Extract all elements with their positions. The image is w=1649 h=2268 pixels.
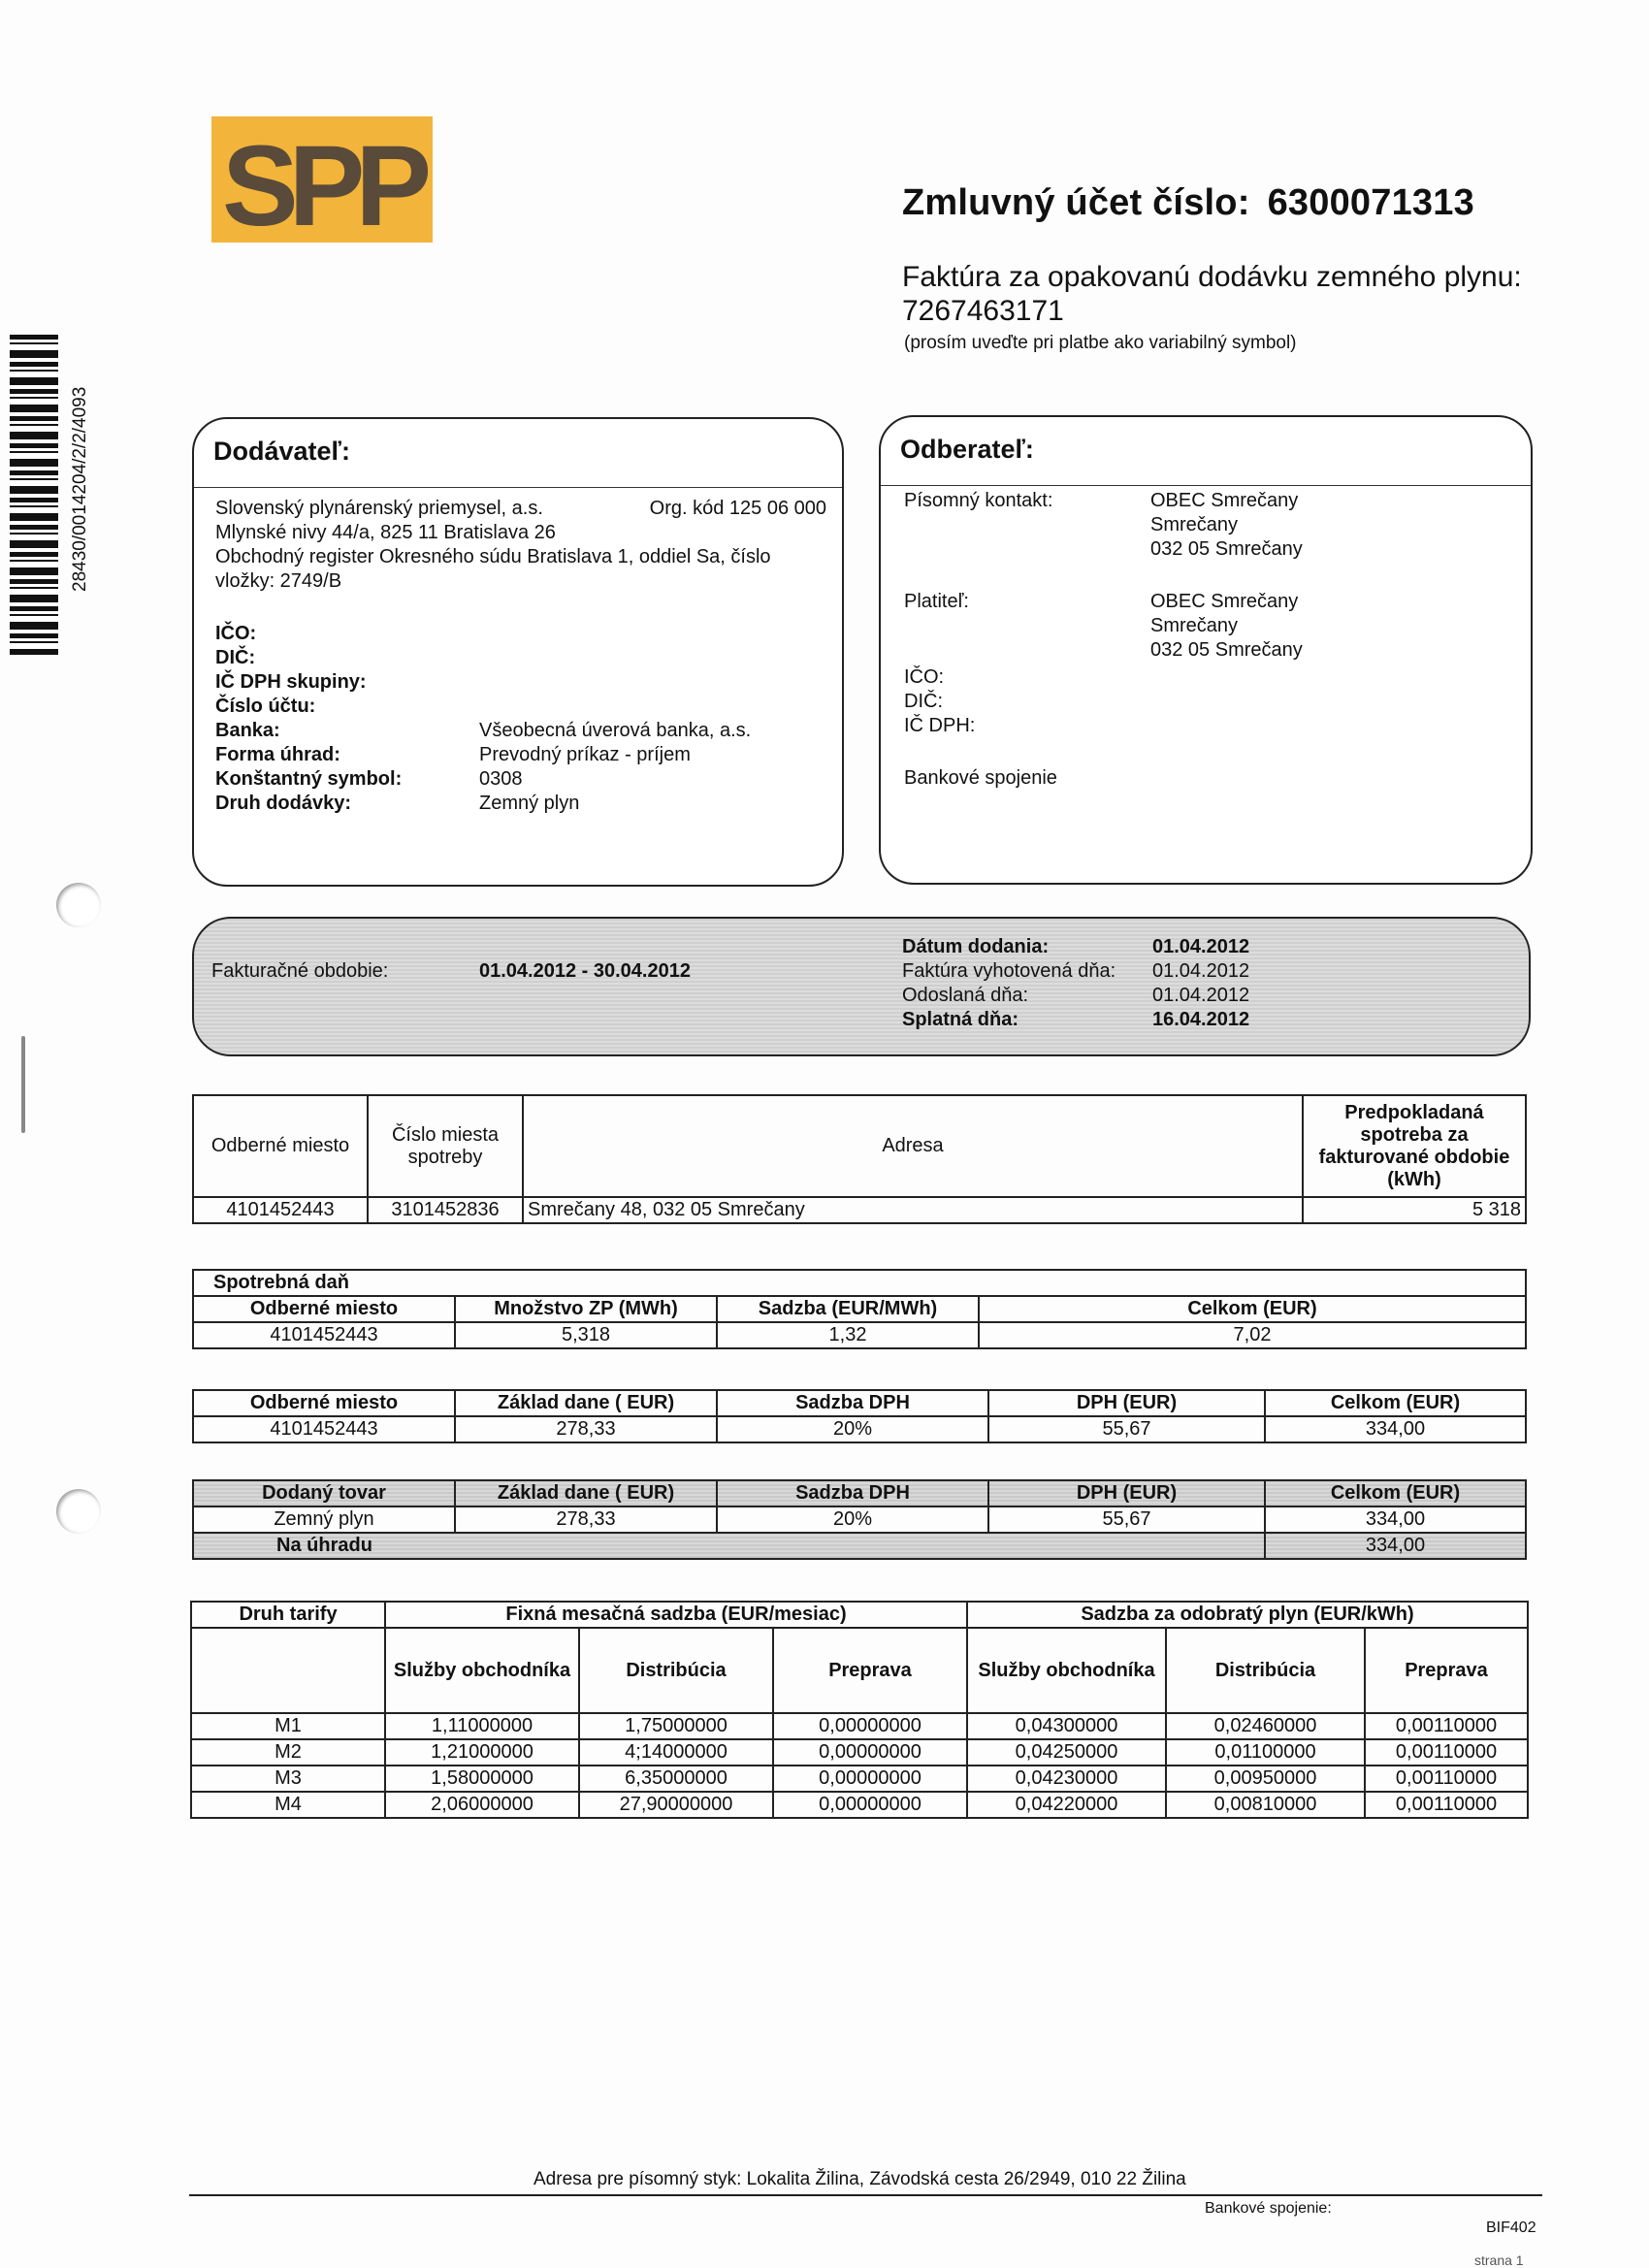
billing-period-bar [192,917,1531,1056]
supplier-fields [215,623,751,817]
cell: 55,67 [988,1416,1265,1442]
supplier-title: Dodávateľ: [194,419,842,488]
supplier-field [215,793,751,817]
tariff-row [191,1713,1528,1739]
col-header: Sadzba DPH [717,1390,988,1416]
cell: 1,75000000 [579,1713,773,1739]
cell: 334,00 [1265,1416,1526,1442]
goods-table [192,1479,1527,1560]
cell: 5 318 [1303,1197,1526,1223]
group-header: Fixná mesačná sadzba (EUR/mesiac) [385,1602,967,1628]
col-header: DPH (EUR) [988,1480,1265,1507]
form-code: BIF402 [1486,2219,1536,2236]
account-heading [902,182,1474,224]
col-header: DPH (EUR) [988,1390,1265,1416]
tariff-row [191,1766,1528,1792]
account-label: Zmluvný účet číslo: [902,182,1250,223]
table-row [193,1507,1526,1533]
supplier-field [215,623,751,647]
supplier-field [215,696,751,720]
customer-box [879,415,1533,885]
date-label: Splatná dňa: [902,1009,1019,1030]
col-header: Celkom (EUR) [1265,1390,1526,1416]
field-label: Druh dodávky: [215,793,352,814]
consumption-table [192,1094,1527,1224]
field-label: Forma úhrad: [215,744,340,765]
spp-logo [211,116,433,243]
sub-header: Preprava [1365,1628,1528,1713]
supplier-org-code: Org. kód 125 06 000 [649,498,826,519]
cell: 2,06000000 [385,1792,579,1818]
sub-header: Distribúcia [579,1628,773,1713]
invoice-label: Faktúra za opakovanú dodávku zemného plynu: [902,261,1522,293]
cell: 4101452443 [193,1416,455,1442]
table-row [193,1197,1526,1223]
excise-title: Spotrebná daň [193,1270,1526,1296]
customer-ids [904,665,975,738]
supplier-register-2: vložky: 2749/B [215,570,342,592]
sub-header: Služby obchodníka [385,1628,579,1713]
page-number: strana 1 [1474,2252,1524,2268]
footer-bank-label: Bankové spojenie: [1205,2200,1332,2217]
cell: 1,32 [717,1322,979,1348]
supplier-field [215,768,751,793]
excise-tax-table [192,1269,1527,1349]
total-value: 334,00 [1265,1533,1526,1559]
contact-label: Písomný kontakt: [904,490,1053,511]
contact-line: Smrečany [1150,514,1239,535]
period-label: Fakturačné obdobie: [211,960,389,982]
field-value: 0308 [479,768,523,790]
punch-hole [56,883,101,927]
cell: 4101452443 [193,1197,368,1223]
cell: 1,58000000 [385,1766,579,1792]
date-label: Dátum dodania: [902,936,1050,957]
field-label: IČO: [215,623,257,644]
spp-logo-mark [211,116,433,243]
empty-header [191,1628,385,1713]
customer-title: Odberateľ: [881,417,1531,486]
date-value: 01.04.2012 [1152,936,1250,957]
tariff-row [191,1792,1528,1818]
cell: 0,02460000 [1166,1713,1365,1739]
vat-table [192,1389,1527,1443]
cell: 4101452443 [193,1322,455,1348]
supplier-name: Slovenský plynárenský priemysel, a.s. [215,498,543,519]
cell: 0,00950000 [1166,1766,1365,1792]
cell: 0,01100000 [1166,1739,1365,1766]
invoice-number: 7267463171 [902,295,1064,327]
cell: 5,318 [455,1322,717,1348]
cell: 4;14000000 [579,1739,773,1766]
cell: 3101452836 [368,1197,523,1223]
payer-line: 032 05 Smrečany [1150,639,1303,661]
col-header: Dodaný tovar [193,1480,455,1507]
cell: 0,04230000 [967,1766,1166,1792]
cell: 0,00000000 [773,1792,967,1818]
table-row [193,1416,1526,1442]
period-date-row [902,985,1249,1009]
date-value: 16.04.2012 [1152,1009,1250,1030]
svg-text:SPP: SPP [221,122,423,243]
supplier-box [192,417,844,887]
cell: 0,00810000 [1166,1792,1365,1818]
cell: 0,00110000 [1365,1739,1528,1766]
payer-label: Platiteľ: [904,591,969,612]
date-value: 01.04.2012 [1152,960,1250,982]
col-header: Odberné miesto [193,1296,455,1322]
payer-lines [1150,590,1303,663]
col-header: Adresa [523,1095,1303,1197]
customer-ico: IČO: [904,666,945,688]
period-date-row [902,936,1249,960]
invoice-heading [902,260,1522,328]
account-number: 6300071313 [1267,182,1474,223]
cell: 0,00110000 [1365,1792,1528,1818]
col-header: Sadzba DPH [717,1480,988,1507]
cell: 278,33 [455,1416,717,1442]
col-header: Predpokladaná spotreba za fakturované obdobie (kWh) [1303,1095,1526,1197]
cell: Zemný plyn [193,1507,455,1533]
cell: 0,04300000 [967,1713,1166,1739]
date-label: Faktúra vyhotovená dňa: [902,960,1116,982]
cell: 55,67 [988,1507,1265,1533]
cell: 334,00 [1265,1507,1526,1533]
period-dates [902,936,1249,1033]
col-header: Druh tarify [191,1602,385,1628]
punch-hole [56,1489,101,1534]
period-date-row [902,960,1249,985]
cell: 6,35000000 [579,1766,773,1792]
cell: M3 [191,1766,385,1792]
barcode-text: 28430/0014204/2/2/4093 [70,386,90,592]
col-header: Sadzba (EUR/MWh) [717,1296,979,1322]
date-value: 01.04.2012 [1152,985,1250,1006]
invoice-note: (prosím uveďte pri platbe ako variabilný symbol) [904,333,1297,353]
supplier-field [215,744,751,768]
cell: 0,04220000 [967,1792,1166,1818]
supplier-info [215,497,826,594]
field-value: Zemný plyn [479,793,580,814]
field-label: DIČ: [215,647,256,668]
tariff-row [191,1739,1528,1766]
col-header: Odberné miesto [193,1390,455,1416]
staple-mark [21,1036,25,1133]
col-header: Celkom (EUR) [979,1296,1526,1322]
field-label: Banka: [215,720,280,741]
field-label: IČ DPH skupiny: [215,671,367,693]
col-header: Základ dane ( EUR) [455,1390,717,1416]
table-row [193,1322,1526,1348]
customer-dic: DIČ: [904,691,943,712]
customer-bank: Bankové spojenie [904,767,1057,789]
col-header: Celkom (EUR) [1265,1480,1526,1507]
col-header: Odberné miesto [193,1095,368,1197]
supplier-register: Obchodný register Okresného súdu Bratislava 1, oddiel Sa, číslo [215,546,771,567]
cell: M2 [191,1739,385,1766]
period-date-row [902,1009,1249,1033]
barcode [10,335,58,655]
cell: 27,90000000 [579,1792,773,1818]
cell: 0,00110000 [1365,1713,1528,1739]
sub-header: Preprava [773,1628,967,1713]
footer-divider [189,2194,1542,2196]
total-label: Na úhradu [193,1533,455,1559]
tariff-table [190,1601,1529,1819]
total-spacer [455,1533,1265,1559]
cell: Smrečany 48, 032 05 Smrečany [523,1197,1303,1223]
cell: M4 [191,1792,385,1818]
cell: 1,11000000 [385,1713,579,1739]
period-value: 01.04.2012 - 30.04.2012 [479,960,691,982]
cell: M1 [191,1713,385,1739]
field-value: Prevodný príkaz - príjem [479,744,691,765]
cell: 7,02 [979,1322,1526,1348]
cell: 20% [717,1507,988,1533]
customer-icdph: IČ DPH: [904,715,976,736]
group-header: Sadzba za odobratý plyn (EUR/kWh) [967,1602,1528,1628]
contact-line: 032 05 Smrečany [1150,538,1303,560]
supplier-field [215,671,751,696]
col-header: Číslo miesta spotreby [368,1095,523,1197]
payer-line: Smrečany [1150,615,1239,636]
cell: 20% [717,1416,988,1442]
col-header: Množstvo ZP (MWh) [455,1296,717,1322]
cell: 0,00000000 [773,1739,967,1766]
col-header: Základ dane ( EUR) [455,1480,717,1507]
supplier-field [215,647,751,671]
cell: 0,00000000 [773,1766,967,1792]
date-label: Odoslaná dňa: [902,985,1029,1006]
footer-address: Adresa pre písomný styk: Lokalita Žilina, Závodská cesta 26/2949, 010 22 Žilina [534,2169,1186,2189]
cell: 0,04250000 [967,1739,1166,1766]
field-label: Konštantný symbol: [215,768,403,790]
field-label: Číslo účtu: [215,696,316,717]
supplier-field [215,720,751,744]
contact-lines [1150,489,1303,562]
cell: 1,21000000 [385,1739,579,1766]
cell: 0,00000000 [773,1713,967,1739]
field-value: Všeobecná úverová banka, a.s. [479,720,752,741]
sub-header: Distribúcia [1166,1628,1365,1713]
cell: 278,33 [455,1507,717,1533]
cell: 0,00110000 [1365,1766,1528,1792]
contact-line: OBEC Smrečany [1150,490,1299,511]
payer-line: OBEC Smrečany [1150,591,1299,612]
supplier-address: Mlynské nivy 44/a, 825 11 Bratislava 26 [215,522,556,543]
sub-header: Služby obchodníka [967,1628,1166,1713]
total-row [193,1533,1526,1559]
